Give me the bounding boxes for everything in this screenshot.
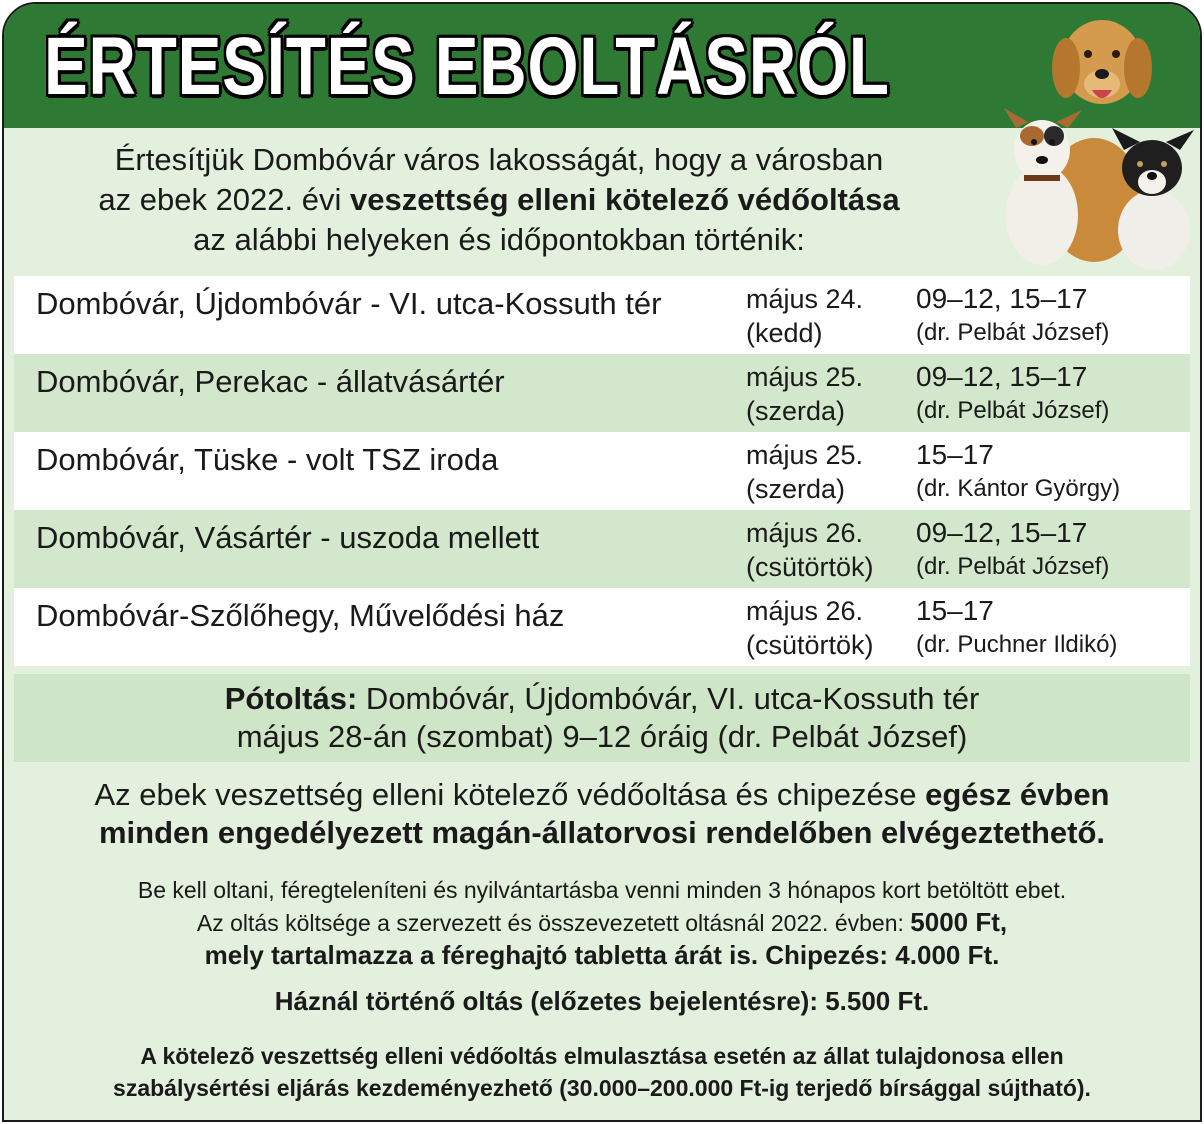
- schedule-date: [746, 516, 874, 584]
- penalty-note-line-1: A kötelezõ veszettség elleni védőoltás elmulasztása esetén az állat tulajdonosa ellen: [140, 1043, 1064, 1069]
- schedule-time-value: 09–12, 15–17: [916, 361, 1088, 392]
- makeup-location: Dombóvár, Újdombóvár, VI. utca-Kossuth tér: [357, 681, 980, 716]
- schedule-day: (szerda): [746, 396, 846, 426]
- schedule-date-value: május 26.: [746, 596, 864, 626]
- intro-line-3: az alábbi helyeken és időpontokban történik:: [193, 222, 805, 257]
- schedule-time: [916, 360, 1109, 428]
- schedule-table: [14, 276, 1190, 666]
- schedule-time: [916, 282, 1109, 350]
- cost-note-line-2-prefix: Az oltás költsége a szervezett és összevezetett oltásnál 2022. évben:: [196, 910, 911, 936]
- year-round-note-prefix: Az ebek veszettség elleni kötelező védőoltása és chipezése: [94, 777, 926, 812]
- schedule-date: [746, 594, 874, 662]
- schedule-row: [14, 510, 1190, 588]
- schedule-time: [916, 516, 1109, 584]
- schedule-time-value: 09–12, 15–17: [916, 517, 1088, 548]
- schedule-row: [14, 354, 1190, 432]
- cost-note-price: 5000 Ft,: [910, 907, 1008, 937]
- poster: [2, 2, 1202, 1122]
- schedule-time-value: 15–17: [916, 595, 994, 626]
- cost-note: [4, 874, 1200, 971]
- schedule-date: [746, 360, 863, 428]
- cost-note-line-2: [4, 906, 1200, 939]
- schedule-date-value: május 26.: [746, 518, 864, 548]
- intro-line-2: [4, 180, 994, 220]
- schedule-row: [14, 432, 1190, 510]
- schedule-day: (kedd): [746, 318, 823, 348]
- schedule-place: Dombóvár, Tüske - volt TSZ iroda: [36, 442, 499, 477]
- cost-note-line-3: mely tartalmazza a féreghajtó tabletta árát is. Chipezés: 4.000 Ft.: [204, 940, 1000, 970]
- intro-line-2-prefix: az ebek 2022. évi: [98, 182, 350, 217]
- makeup-line-1: [14, 680, 1190, 718]
- penalty-note: [4, 1040, 1200, 1104]
- schedule-date: [746, 282, 863, 350]
- cost-note-line-1: Be kell oltani, féregteleníteni és nyilvántartásba venni minden 3 hónapos kort betöltött ebet.: [137, 877, 1067, 903]
- schedule-time: [916, 438, 1120, 506]
- intro-text: [4, 140, 994, 260]
- makeup-label: Pótoltás:: [224, 681, 358, 716]
- schedule-doctor: (dr. Pelbát József): [916, 397, 1110, 424]
- schedule-doctor: (dr. Pelbát József): [916, 553, 1110, 580]
- schedule-doctor: (dr. Pelbát József): [916, 319, 1110, 346]
- year-round-note-bold-2: minden engedélyezett magán-állatorvosi rendelőben elvégeztethető.: [98, 815, 1106, 850]
- schedule-time-value: 15–17: [916, 439, 994, 470]
- schedule-day: (csütörtök): [746, 552, 874, 582]
- terrier-dog-image: [1004, 108, 1082, 265]
- schedule-place: Dombóvár, Újdombóvár - VI. utca-Kossuth tér: [36, 286, 662, 321]
- makeup-vaccination-box: [14, 674, 1190, 762]
- intro-line-1: Értesítjük Dombóvár város lakosságát, hogy a városban: [114, 142, 884, 177]
- schedule-time-value: 09–12, 15–17: [916, 283, 1088, 314]
- page-title: ÉRTESÍTÉS EBOLTÁSRÓL: [44, 21, 890, 112]
- schedule-doctor: (dr. Kántor György): [916, 475, 1121, 502]
- schedule-date-value: május 25.: [746, 362, 864, 392]
- year-round-note-bold-1: egész évben: [925, 777, 1110, 812]
- schedule-doctor: (dr. Puchner Ildikó): [916, 631, 1118, 658]
- makeup-text: [14, 674, 1190, 756]
- schedule-time: [916, 594, 1117, 662]
- schedule-date-value: május 25.: [746, 440, 864, 470]
- schedule-place: Dombóvár-Szőlőhegy, Művelődési ház: [36, 598, 565, 633]
- home-vaccination-note: Háznál történő oltás (előzetes bejelentésre): 5.500 Ft.: [274, 986, 930, 1016]
- schedule-place: Dombóvár, Perekac - állatvásártér: [36, 364, 505, 399]
- dogs-illustration: [994, 10, 1200, 272]
- makeup-line-2: május 28-án (szombat) 9–12 óráig (dr. Pelbát József): [236, 719, 968, 754]
- schedule-date: [746, 438, 863, 506]
- year-round-note: [4, 776, 1200, 852]
- intro-line-2-bold: veszettség elleni kötelező védőoltása: [350, 182, 900, 217]
- penalty-note-line-2: szabálysértési eljárás kezdeményezhető (30.000–200.000 Ft-ig terjedő bírsággal sújtható).: [113, 1075, 1091, 1101]
- schedule-day: (szerda): [746, 474, 846, 504]
- schedule-place: Dombóvár, Vásártér - uszoda mellett: [36, 520, 540, 555]
- schedule-date-value: május 24.: [746, 284, 864, 314]
- schedule-day: (csütörtök): [746, 630, 874, 660]
- schedule-row: [14, 276, 1190, 354]
- schedule-row: [14, 588, 1190, 666]
